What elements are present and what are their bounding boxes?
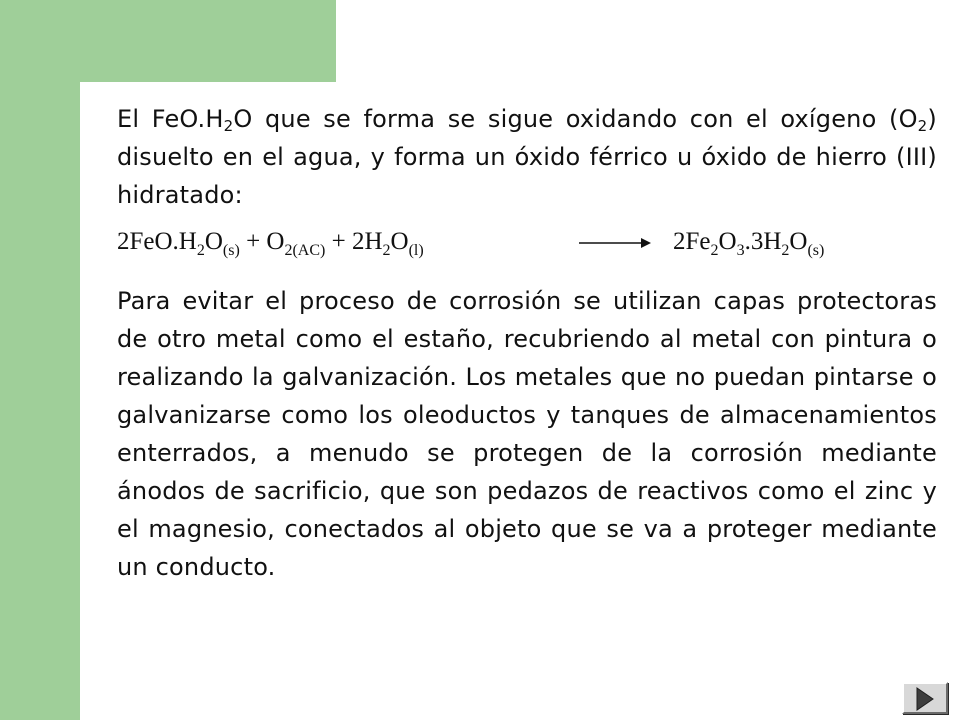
left-green-band <box>0 0 80 720</box>
reaction-arrow-icon <box>579 236 651 250</box>
top-green-corner <box>80 0 336 82</box>
paragraph-corrosion-protection: Para evitar el proceso de corrosión se utilizan capas protectoras de otro metal como el estaño, recubriendo al metal con pintura o realizando la galvanización. Los metales que no puedan pintarse o galvanizarse como los oleoductos y tanques de almacenamientos enterrados, a menudo se protegen de la corrosión mediante ánodos de sacrificio, que son pedazos de reactivos como el zinc y el magnesio, conectados al objeto que se va a proteger mediante un conducto. <box>117 287 937 581</box>
paragraph-oxidation: El $FeO.H_2O$ que se forma se sigue oxidando con el oxígeno $(O_2)$ disuelto en el agua, y forma un óxido férrico u óxido de hierro (III) hidratado: <box>117 105 937 209</box>
chemical-equation <box>117 222 937 272</box>
next-slide-button[interactable] <box>902 682 948 714</box>
slide-content <box>117 100 937 586</box>
equation-product: $2Fe_2O_3.3H_2O_{(s)}$ <box>673 228 825 259</box>
equation-reactants: $2FeO.H_2O_{(s)} + O_{2(AC)} + 2H_2O_{(l)}$ <box>117 228 424 259</box>
play-triangle-icon <box>916 687 934 711</box>
